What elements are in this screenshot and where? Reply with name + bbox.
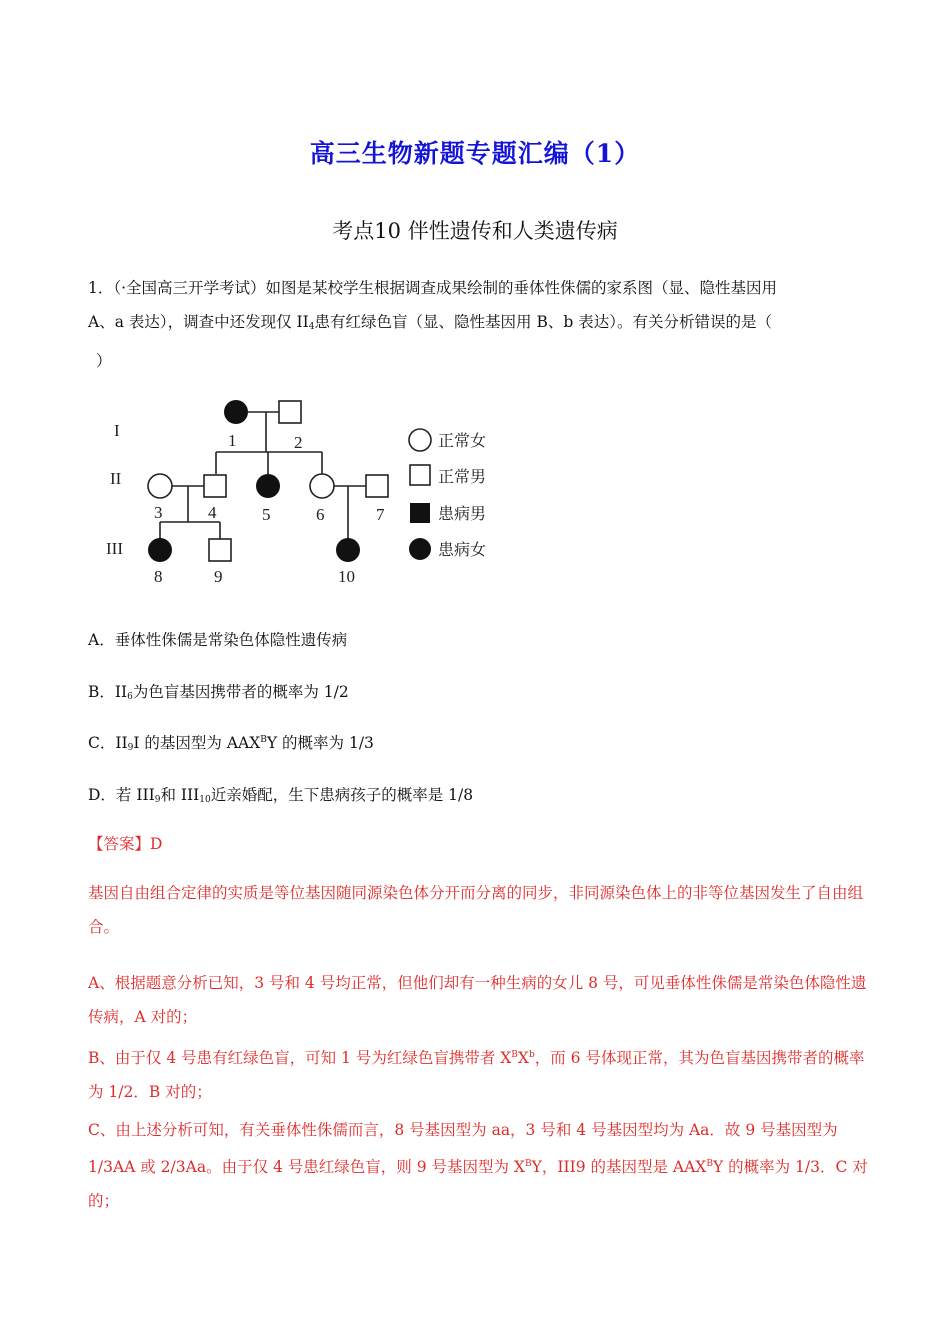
option-d: D．若 $III_9$和 $III_{10}$近亲婚配，生下患病孩子的概率是 1/8: [88, 786, 474, 805]
individual-7: [366, 475, 388, 497]
individual-10: [336, 538, 360, 562]
label-3: 3: [154, 503, 163, 522]
label-5: 5: [262, 505, 271, 524]
label-9: 9: [214, 567, 223, 586]
pedigree-chart: [100, 376, 520, 591]
individual-2: [279, 401, 301, 423]
gen-label-III: III: [106, 539, 123, 558]
label-7: 7: [376, 505, 385, 524]
answer-explanation-1: 基因自由组合定律的实质是等位基因随同源染色体分开而分离的同步，非同源染色体上的非等位基因发生了自由组合。: [88, 884, 864, 936]
individual-1: [224, 400, 248, 424]
label-10: 10: [338, 567, 355, 586]
pedigree-legend: [409, 429, 486, 560]
question-number: 1．: [88, 279, 114, 297]
individual-5: [256, 474, 280, 498]
answer-label: 【答案】D: [88, 835, 163, 853]
individual-3: [148, 474, 172, 498]
legend-affected-male: 患病男: [438, 506, 487, 523]
label-4: 4: [208, 503, 217, 522]
gen-label-II: II: [110, 469, 122, 488]
legend-normal-female: 正常女: [438, 433, 487, 450]
individual-8: [148, 538, 172, 562]
answer-explanation-c: C、由上述分析可知，有关垂体性侏儒而言，8 号基因型为 aa，3 号和 4 号基因型均为 Aa．故 9 号基因型为 1/3AA 或 2/3Aa。由于仅 4 号患红绿色盲，则 9 号基因型为 $X^BY$，III9 的基因型是 $AAX^BY$ 的概率为 1/3．C 对的；: [88, 1121, 868, 1210]
label-2: 2: [294, 433, 303, 452]
individual-6: [310, 474, 334, 498]
option-a: A．垂体性侏儒是常染色体隐性遗传病: [88, 631, 348, 649]
label-8: 8: [154, 567, 163, 586]
label-6: 6: [316, 505, 325, 524]
legend-affected-female: 患病女: [438, 542, 487, 559]
option-b: B．$II_6$为色盲基因携带者的概率为 1/2: [88, 683, 349, 702]
question-stem: 1．（·全国高三开学考试）如图是某校学生根据调查成果绘制的垂体性侏儒的家系图（显、隐性基因用 A、a 表达），调查中还发现仅 $II_4$患有红绿色盲（显、隐性基因用 B、b 表达）。有关分析错误的是（ ）: [88, 279, 778, 370]
answer-explanation-b: B、由于仅 4 号患有红绿色盲，可知 1 号为红绿色盲携带者 $X^BX^b$，而 6 号体现正常，其为色盲基因携带者的概率为 1/2．B 对的；: [88, 1049, 865, 1101]
option-c: C．$II_9I$ 的基因型为 $AAX^BY$ 的概率为 1/3: [88, 734, 374, 753]
individual-9: [209, 539, 231, 561]
label-1: 1: [228, 431, 237, 450]
individual-4: [204, 475, 226, 497]
gen-label-I: I: [114, 421, 120, 440]
section-subtitle: 考点10 伴性遗传和人类遗传病: [332, 219, 618, 243]
document-title: 高三生物新题专题汇编（1）: [309, 139, 641, 168]
answer-explanation-a: A、根据题意分析已知，3 号和 4 号均正常，但他们却有一种生病的女儿 8 号，可见垂体性侏儒是常染色体隐性遗传病，A 对的；: [88, 974, 867, 1026]
legend-normal-male: 正常男: [438, 469, 487, 486]
